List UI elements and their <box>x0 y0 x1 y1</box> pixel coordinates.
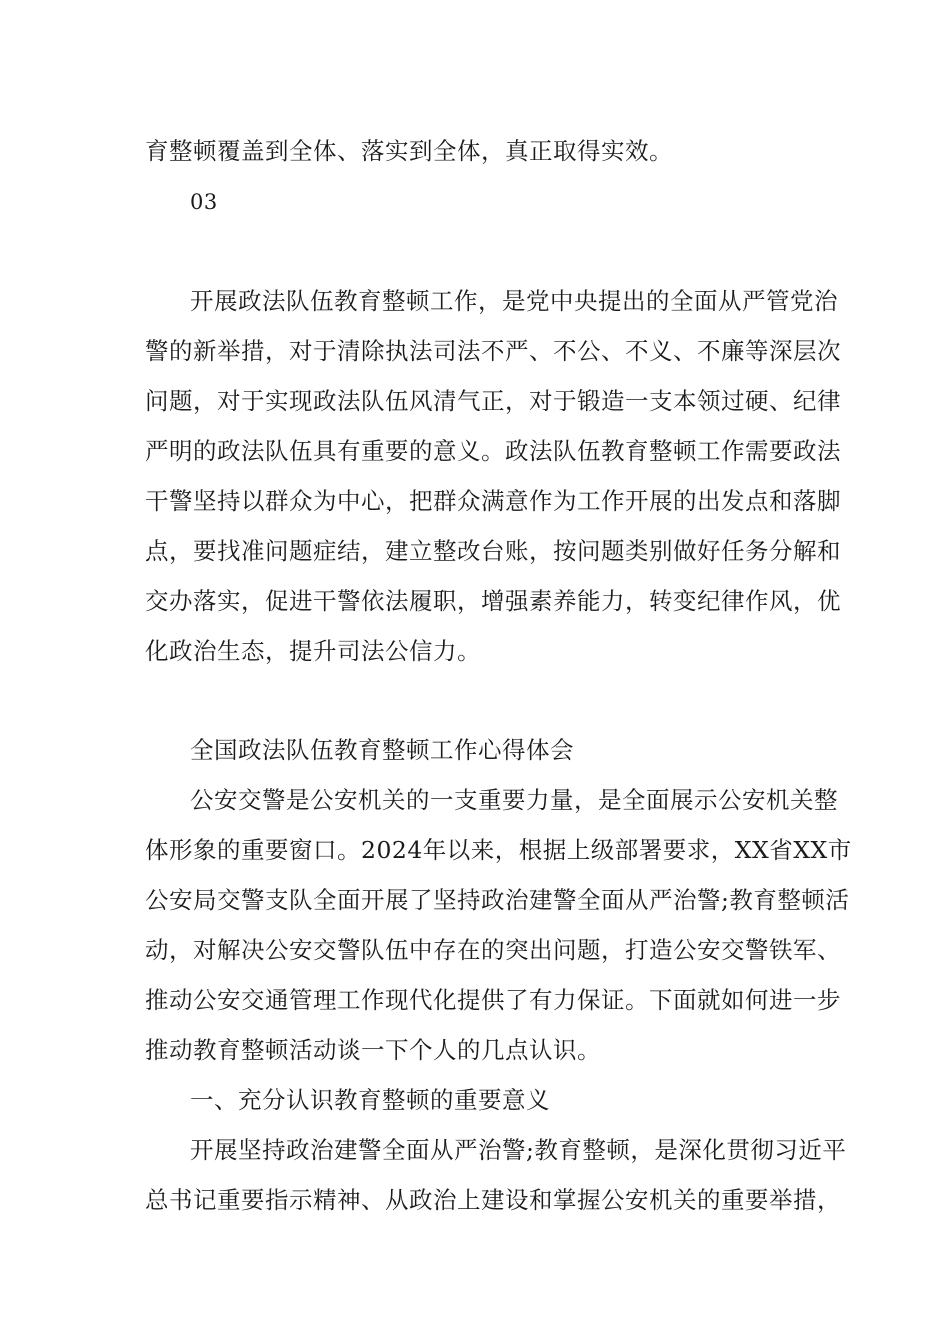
paragraph-line: 总书记重要指示精神、从政治上建设和掌握公安机关的重要举措， <box>145 1186 841 1214</box>
paragraph-line: 推动教育整顿活动谈一下个人的几点认识。 <box>145 1036 601 1064</box>
section-title: 全国政法队伍教育整顿工作心得体会 <box>190 736 574 764</box>
subsection-heading: 一、充分认识教育整顿的重要意义 <box>190 1086 550 1114</box>
paragraph-line: 警的新举措，对于清除执法司法不严、不公、不义、不廉等深层次 <box>145 337 841 365</box>
paragraph-line: 交办落实，促进干警依法履职，增强素养能力，转变纪律作风，优 <box>145 587 841 615</box>
section-number: 03 <box>190 190 218 214</box>
paragraph-line: 体形象的重要窗口。2024年以来，根据上级部署要求，XX省XX市 <box>145 836 852 864</box>
paragraph-line: 公安交警是公安机关的一支重要力量，是全面展示公安机关整 <box>190 786 838 814</box>
paragraph-line: 育整顿覆盖到全体、落实到全体，真正取得实效。 <box>145 137 673 165</box>
paragraph-line: 开展坚持政治建警全面从严治警;教育整顿，是深化贯彻习近平 <box>190 1136 847 1164</box>
paragraph-line: 推动公安交通管理工作现代化提供了有力保证。下面就如何进一步 <box>145 986 841 1014</box>
paragraph-line: 干警坚持以群众为中心，把群众满意作为工作开展的出发点和落脚 <box>145 487 841 515</box>
paragraph-line: 开展政法队伍教育整顿工作，是党中央提出的全面从严管党治 <box>190 287 838 315</box>
paragraph-line: 问题，对于实现政法队伍风清气正，对于锻造一支本领过硬、纪律 <box>145 387 841 415</box>
paragraph-line: 严明的政法队伍具有重要的意义。政法队伍教育整顿工作需要政法 <box>145 437 841 465</box>
paragraph-line: 公安局交警支队全面开展了坚持政治建警全面从严治警;教育整顿活 <box>145 886 850 914</box>
paragraph-line: 点，要找准问题症结，建立整改台账，按问题类别做好任务分解和 <box>145 537 841 565</box>
paragraph-line: 动，对解决公安交警队伍中存在的突出问题，打造公安交警铁军、 <box>145 936 841 964</box>
paragraph-line: 化政治生态，提升司法公信力。 <box>145 637 481 665</box>
